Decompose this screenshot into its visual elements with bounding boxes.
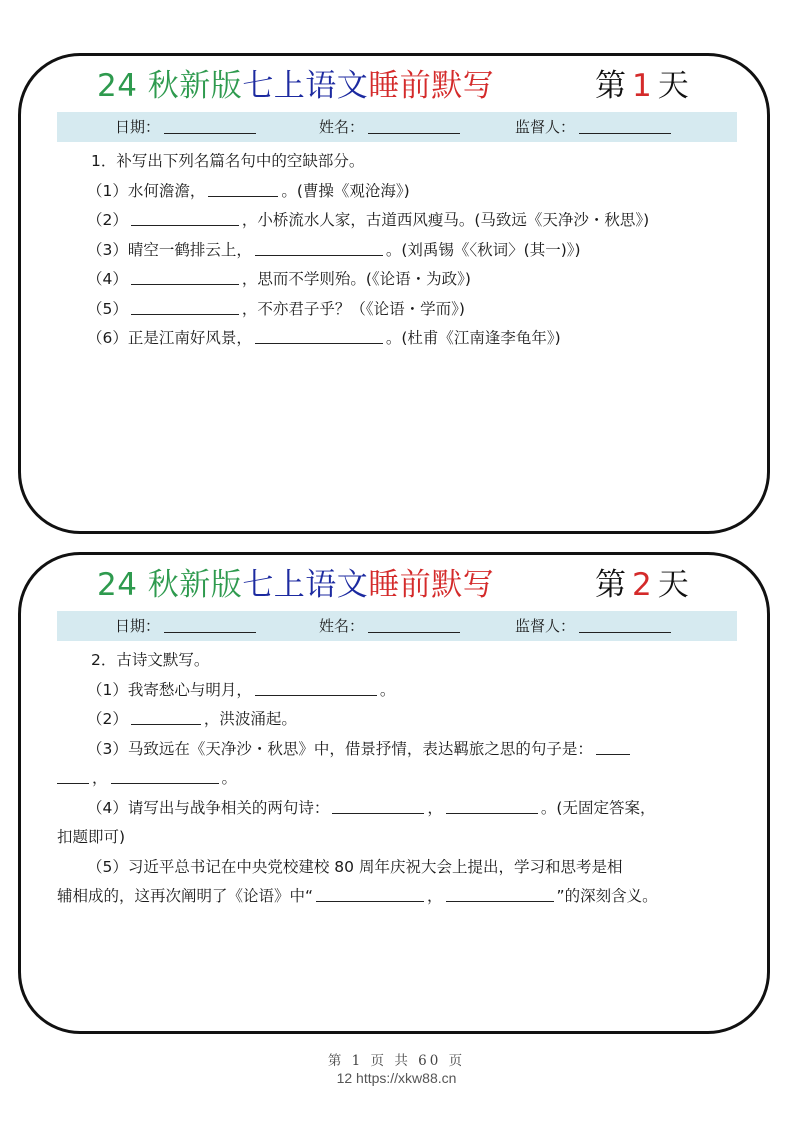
answer-blank[interactable] xyxy=(255,679,377,696)
answer-blank[interactable] xyxy=(131,298,239,315)
fill-item xyxy=(57,853,741,883)
fill-item xyxy=(57,794,741,824)
day-2-card xyxy=(18,552,770,1034)
fill-item xyxy=(57,676,741,706)
date-field[interactable] xyxy=(115,611,256,641)
day-suffix: 天 xyxy=(657,567,689,603)
item-text: 。(无固定答案， xyxy=(540,798,656,817)
fill-item xyxy=(57,236,741,266)
item-text: （1）我寄愁心与明月， xyxy=(87,680,252,699)
supervisor-field[interactable] xyxy=(515,611,671,641)
date-blank[interactable] xyxy=(164,115,256,134)
day-label xyxy=(595,565,689,605)
item-source: 。(杜甫《江南逢李龟年》) xyxy=(385,329,561,347)
item-text: （5） xyxy=(87,299,128,318)
answer-blank[interactable] xyxy=(332,797,424,814)
supervisor-blank[interactable] xyxy=(579,115,671,134)
item-text: （5）习近平总书记在中央党校建校 80 周年庆祝大会上提出，学习和思考是相 xyxy=(87,857,623,876)
answer-blank[interactable] xyxy=(111,767,219,784)
fill-item xyxy=(57,705,741,735)
page-number: 第 1 页 共 60 页 xyxy=(327,1053,466,1069)
title-red: 睡前默写 xyxy=(368,567,495,603)
item-text: （2） xyxy=(87,211,128,229)
day-1-card xyxy=(18,53,770,534)
item-text: ， xyxy=(427,887,443,905)
item-text: ”的深刻含义。 xyxy=(556,887,658,905)
item-text: 。 xyxy=(221,769,238,787)
date-blank[interactable] xyxy=(164,614,256,633)
item-source: 。(曹操《观沧海》) xyxy=(281,181,410,200)
fill-item xyxy=(57,295,741,325)
date-field[interactable] xyxy=(115,112,256,142)
answer-blank[interactable] xyxy=(446,885,554,902)
fill-item xyxy=(57,735,741,765)
item-text: ， xyxy=(427,798,443,817)
answer-blank[interactable] xyxy=(131,209,239,226)
item-source: 。(刘禹锡《〈秋词〉(其一)》) xyxy=(385,240,581,259)
item-text: （1）水何澹澹， xyxy=(87,181,206,200)
source-link[interactable]: 12 https://xkw88.cn xyxy=(336,1070,457,1086)
supervisor-label: 监督人： xyxy=(515,118,576,136)
question-content xyxy=(57,147,741,354)
item-source: ，不亦君子乎？（《论语・学而》) xyxy=(241,299,465,318)
supervisor-label: 监督人： xyxy=(515,617,576,635)
fill-item-continued xyxy=(57,882,741,912)
supervisor-field[interactable] xyxy=(515,112,671,142)
day-number: 1 xyxy=(632,68,652,104)
answer-blank[interactable] xyxy=(596,738,630,755)
item-text: 辅相成的，这再次阐明了《论语》中“ xyxy=(57,887,314,905)
supervisor-blank[interactable] xyxy=(579,614,671,633)
item-source: ，小桥流水人家，古道西风瘦马。(马致远《天净沙・秋思》) xyxy=(241,211,650,229)
name-blank[interactable] xyxy=(368,115,460,134)
title-blue: 七上语文 xyxy=(242,68,369,104)
title-red: 睡前默写 xyxy=(368,68,495,104)
answer-blank[interactable] xyxy=(316,885,424,902)
fill-item xyxy=(57,177,741,207)
item-text: （4） xyxy=(87,270,128,288)
title-green: 24 秋新版 xyxy=(97,68,243,104)
date-label: 日期： xyxy=(115,617,161,635)
info-band xyxy=(57,112,737,142)
answer-blank[interactable] xyxy=(255,327,383,344)
name-field[interactable] xyxy=(319,112,460,142)
item-text: ， xyxy=(92,769,108,787)
page-footer xyxy=(0,1053,793,1087)
answer-blank[interactable] xyxy=(208,180,278,197)
name-label: 姓名： xyxy=(319,617,365,635)
item-source: 。 xyxy=(379,680,396,699)
item-source: ，思而不学则殆。(《论语・为政》) xyxy=(241,270,471,288)
answer-blank[interactable] xyxy=(446,797,538,814)
answer-blank[interactable] xyxy=(57,767,89,784)
worksheet-title xyxy=(97,565,494,605)
day-suffix: 天 xyxy=(657,68,689,104)
item-text: （3）晴空一鹤排云上， xyxy=(87,240,252,259)
day-label xyxy=(595,66,689,106)
fill-item xyxy=(57,206,741,236)
fill-item-continued xyxy=(57,823,741,853)
name-blank[interactable] xyxy=(368,614,460,633)
fill-item-continued xyxy=(57,764,741,794)
question-heading: 1．补写出下列名篇名句中的空缺部分。 xyxy=(91,152,365,170)
title-blue: 七上语文 xyxy=(242,567,369,603)
answer-blank[interactable] xyxy=(131,268,239,285)
question-heading: 2．古诗文默写。 xyxy=(91,651,210,669)
day-prefix: 第 xyxy=(595,68,626,104)
item-text: （2） xyxy=(87,710,128,728)
answer-blank[interactable] xyxy=(255,239,383,256)
name-label: 姓名： xyxy=(319,118,365,136)
item-source: ，洪波涌起。 xyxy=(203,710,297,728)
name-field[interactable] xyxy=(319,611,460,641)
info-band xyxy=(57,611,737,641)
fill-item xyxy=(57,265,741,295)
item-text: （4）请写出与战争相关的两句诗： xyxy=(87,798,330,817)
fill-item xyxy=(57,324,741,354)
item-text: （3）马致远在《天净沙・秋思》中，借景抒情，表达羁旅之思的句子是： xyxy=(87,739,593,758)
date-label: 日期： xyxy=(115,118,161,136)
question-content xyxy=(57,646,741,912)
item-text: 扣题即可) xyxy=(57,828,126,846)
item-text: （6）正是江南好风景， xyxy=(87,329,252,347)
title-green: 24 秋新版 xyxy=(97,567,243,603)
worksheet-title xyxy=(97,66,494,106)
answer-blank[interactable] xyxy=(131,708,201,725)
day-number: 2 xyxy=(632,567,652,603)
day-prefix: 第 xyxy=(595,567,626,603)
